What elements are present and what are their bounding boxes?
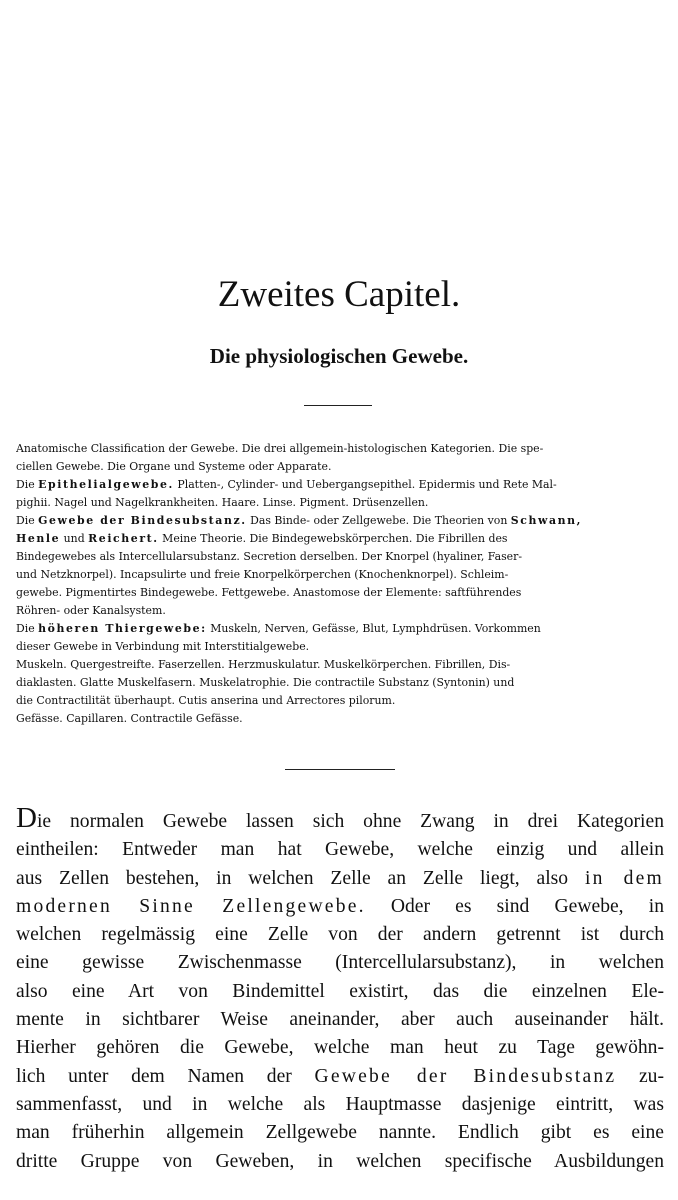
body-line: dritte Gruppe von Geweben, in welchen specifische Ausbildungen: [16, 1150, 664, 1172]
summary-line: [16, 530, 670, 548]
summary-text: Platten-, Cylinder- und Uebergangsepithel. Epidermis und Rete Mal-: [173, 478, 557, 491]
divider-rule-bottom: [285, 769, 395, 770]
spaced-term: Gewebe der Bindesubstanz.: [38, 514, 247, 527]
body-line: Hierher gehören die Gewebe, welche man heut zu Tage gewöhn-: [16, 1037, 664, 1059]
body-line: [16, 802, 664, 836]
chapter-summary: [16, 440, 670, 728]
body-text: aus Zellen bestehen, in welchen Zelle an Zelle liegt, also: [16, 867, 585, 889]
spaced-term: höheren Thiergewebe:: [38, 622, 207, 635]
summary-line: diaklasten. Glatte Muskelfasern. Muskelatrophie. Die contractile Substanz (Syntonin) und: [16, 676, 515, 689]
body-text: Oder es sind Gewebe, in: [365, 895, 664, 917]
body-line: also eine Art von Bindemittel existirt, das die einzelnen Ele-: [16, 980, 664, 1002]
body-line: [16, 1063, 664, 1091]
summary-line: Bindegewebes als Intercellularsubstanz. Secretion derselben. Der Knorpel (hyaliner, Faser-: [16, 550, 523, 563]
summary-line: gewebe. Pigmentirtes Bindegewebe. Fettgewebe. Anastomose der Elemente: saftführendes: [16, 586, 522, 599]
body-line: [16, 865, 664, 893]
summary-text: Muskeln, Nerven, Gefässe, Blut, Lymphdrüsen. Vorkommen: [206, 622, 541, 635]
summary-line: ciellen Gewebe. Die Organe und Systeme oder Apparate.: [16, 460, 332, 473]
spaced-term: Epithelialgewebe.: [38, 478, 174, 491]
summary-line: und Netzknorpel). Incapsulirte und freie Knorpelkörperchen (Knochenknorpel). Schleim-: [16, 568, 509, 581]
summary-line: dieser Gewebe in Verbindung mit Interstitialgewebe.: [16, 640, 310, 653]
spaced-phrase: in dem: [584, 867, 664, 889]
body-line: mente in sichtbarer Weise aneinander, aber auch auseinander hält.: [16, 1009, 664, 1031]
body-text: zu-: [616, 1065, 664, 1087]
summary-line: [16, 512, 670, 530]
summary-line: Gefässe. Capillaren. Contractile Gefässe.: [16, 712, 243, 725]
summary-prefix: Die: [16, 478, 39, 491]
summary-line: [16, 620, 670, 638]
spaced-name-henle: Henle: [16, 532, 61, 545]
summary-text: und: [60, 532, 89, 545]
spaced-phrase: Gewebe der Bindesubstanz: [314, 1065, 617, 1087]
summary-prefix: Die: [16, 514, 39, 527]
body-paragraph: [16, 802, 664, 1176]
summary-line: die Contractilität überhaupt. Cutis anserina und Arrectores pilorum.: [16, 694, 396, 707]
summary-line: Muskeln. Quergestreifte. Faserzellen. Herzmuskulatur. Muskelkörperchen. Fibrillen, Dis-: [16, 658, 511, 671]
summary-item-higher-tissues: [16, 620, 670, 728]
summary-item-connective: [16, 512, 670, 620]
summary-item-classification: [16, 440, 670, 476]
divider-rule-top: [304, 405, 372, 406]
summary-line: Anatomische Classification der Gewebe. Die drei allgemein-histologischen Kategorien. Die spe-: [16, 442, 544, 455]
summary-prefix: Die: [16, 622, 39, 635]
body-line: man früherhin allgemein Zellgewebe nannte. Endlich gibt es eine: [16, 1122, 664, 1144]
body-text: lich unter dem Namen der: [16, 1065, 315, 1087]
body-text: ie normalen Gewebe lassen sich ohne Zwang in drei Kategorien: [36, 811, 664, 832]
body-line: eintheilen: Entweder man hat Gewebe, welche einzig und allein: [16, 839, 664, 861]
summary-item-epithelial: [16, 476, 670, 512]
body-line: welchen regelmässig eine Zelle von der andern getrennt ist durch: [16, 924, 664, 946]
spaced-name-reichert: Reichert.: [88, 532, 159, 545]
summary-text: Das Binde- oder Zellgewebe. Die Theorien von: [246, 514, 511, 527]
body-line: [16, 893, 664, 921]
summary-text: Meine Theorie. Die Bindegewebskörperchen. Die Fibrillen des: [158, 532, 508, 545]
drop-cap: D: [16, 802, 37, 834]
spaced-phrase: modernen Sinne Zellengewebe.: [16, 895, 366, 917]
summary-line: pighii. Nagel und Nagelkrankheiten. Haare. Linse. Pigment. Drüsenzellen.: [16, 496, 429, 509]
spaced-name-schwann: Schwann,: [510, 514, 583, 527]
summary-line: Röhren- oder Kanalsystem.: [16, 604, 166, 617]
body-line: eine gewisse Zwischenmasse (Intercellularsubstanz), in welchen: [16, 952, 664, 974]
chapter-subtitle: Die physiologischen Gewebe.: [209, 344, 469, 368]
body-line: sammenfasst, und in welche als Hauptmasse dasjenige eintritt, was: [16, 1093, 664, 1115]
chapter-title: Zweites Capitel.: [217, 274, 461, 315]
summary-line: [16, 476, 670, 494]
